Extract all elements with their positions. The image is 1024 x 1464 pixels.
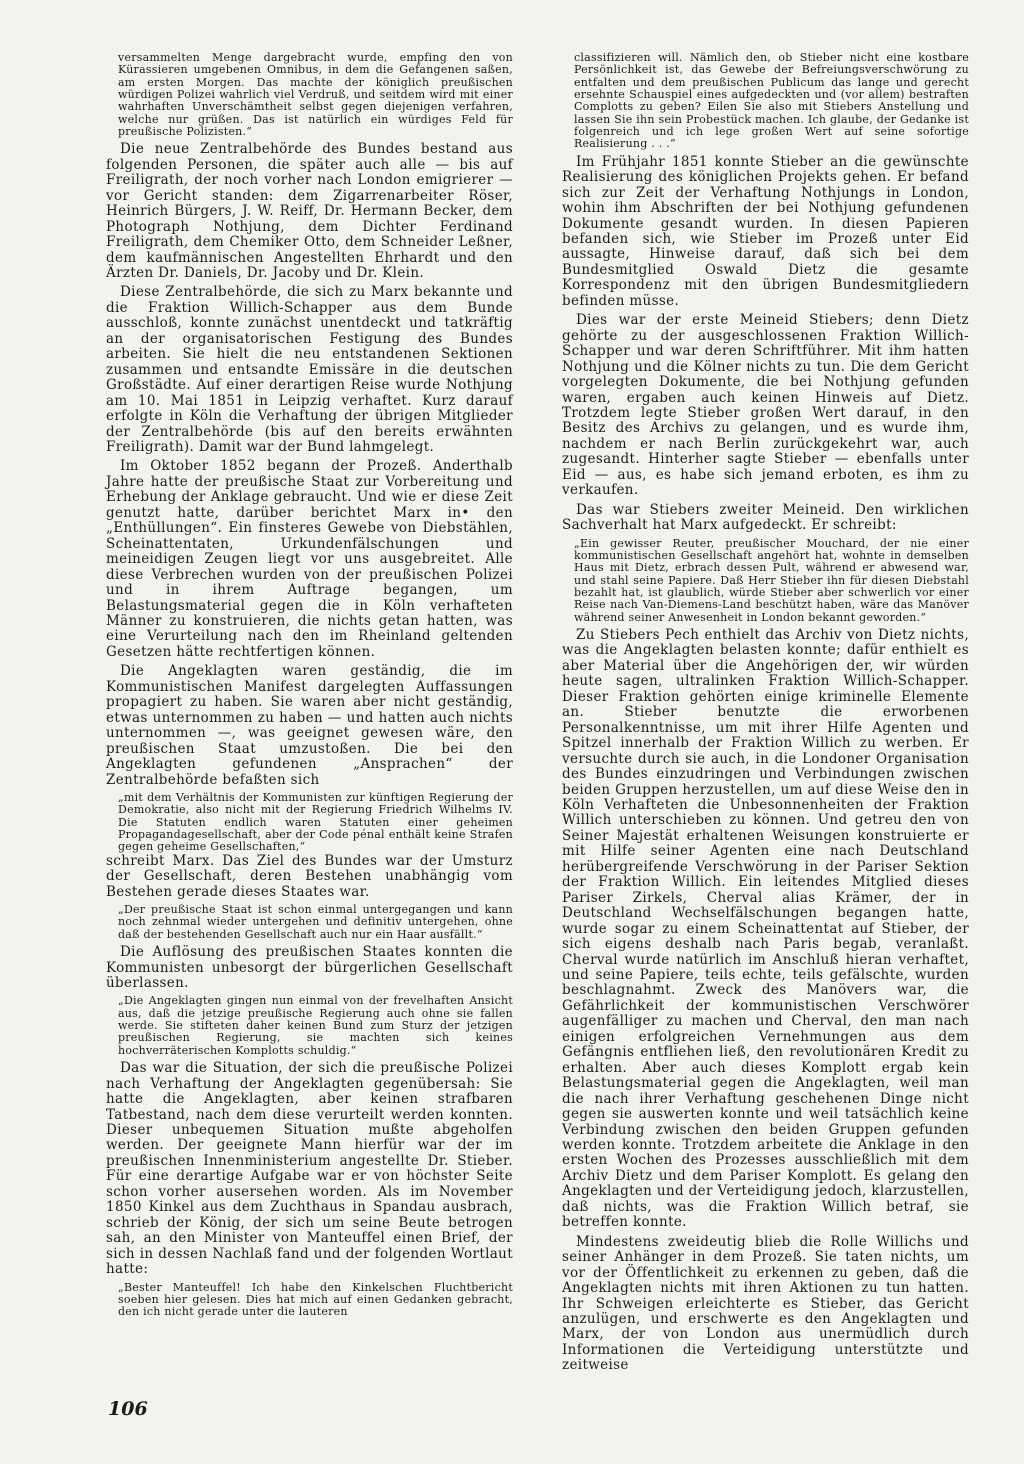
block-quote: classifizieren will. Nämlich den, ob Stieber nicht eine kostbare Persönlichkeit ist, das Gewebe der Befreiungsverschwörung zu entfalten und dem preußischen Publicum das lange und gerecht ersehnte Schauspiel eines aufgedeckten und (vor allem) bestraften Complotts zu geben? Eilen Sie also mit Stiebers Anstellung und lassen Sie ihn sein Probestück machen. Ich glaube, der Gedanke ist folgenreich und ich lege großen Wert auf seine sofortige Realisierung . . .“ [574,51,969,151]
block-quote: „Ein gewisser Reuter, preußischer Mouchard, der nie einer kommunistischen Gesellschaft angehört hat, wohnte in demselben Haus mit Dietz, erbrach dessen Pult, während er abwesend war, und stahl seine Papiere. Daß Herr Stieber ihn für diesen Diebstahl bezahlt hat, ist glaublich, würde Stieber aber schwerlich vor einer Reise nach Van-Diemens-Land beschützt haben, wäre das Manöver während seiner Anwesenheit in London bekannt geworden.“ [574,536,969,624]
paragraph: Die Auflösung des preußischen Staates konnten die Kommunisten unbesorgt der bürgerlichen Gesellschaft überlassen. [106,944,513,991]
block-quote: „mit dem Verhältnis der Kommunisten zur künftigen Regierung der Demokratie, also nicht mit der Regierung Friedrich Wilhelms IV. Die Statuten endlich waren Statuten einer geheimen Propagandagesellschaft, aber der Code pénal enthält keine Strafen gegen geheime Gesellschaften,“ [118,790,513,854]
paragraph: Diese Zentralbehörde, die sich zu Marx bekannte und die Fraktion Willich-Schapper aus dem Bunde ausschloß, konnte zunächst unentdeckt und tatkräftig an der organisatorischen Festigung des Bundes arbeiten. Sie hielt die neu entstandenen Sektionen zusammen und entsandte Emissäre in die deutschen Großstädte. Auf einer derartigen Reise wurde Nothjung am 10. Mai 1851 in Leipzig verhaftet. Kurz darauf erfolgte in Köln die Verhaftung der übrigen Mitglieder der Zentralbehörde (bis auf den bereits erwähnten Freiligrath). Damit war der Bund lahmgelegt. [106,284,513,456]
paragraph: Zu Stiebers Pech enthielt das Archiv von Dietz nichts, was die Angeklagten belasten konnte; dafür enthielt es aber Material über die Angehörigen der, wir würden heute sagen, ultralinken Fraktion Willich-Schapper. Dieser Fraktion gehörten einige kriminelle Elemente an. Stieber benutzte die erworbenen Personalkenntnisse, um mit ihrer Hilfe Agenten und Spitzel innerhalb der Fraktion Willich zu werben. Er versuchte durch sie auch, in die Londoner Organisation des Bundes einzudringen und Verbindungen zwischen beiden Gruppen herzustellen, um auf diese Weise den in Köln Verhafteten die Unbesonnenheiten der Fraktion Willich unterschieben zu können. Und getreu den von Seiner Majestät erhaltenen Weisungen konstruierte er mit Hilfe seiner Agenten eine nach Deutschland herübergreifende Verschwörung in der Pariser Sektion der Fraktion Willich. Ein leitendes Mitglied dieses Pariser Zirkels, Cherval alias Krämer, der in Deutschland Wechselfälschungen begangen hatte, wurde sogar zu einem Scheinattentat auf Stieber, der sich eigens deshalb nach Paris begab, veranlaßt. Cherval wurde natürlich im Anschluß hieran verhaftet, und seine Papiere, teils echte, teils gefälschte, wurden beschlagnahmt. Zweck des Manövers war, die Gefährlichkeit der kommunistischen Verschwörer augenfälliger zu machen und Cherval, den man nach einigen erfolgreichen Vernehmungen aus dem Gefängnis entfliehen ließ, den revolutionären Kredit zu erhalten. Aber auch dieses Komplott ergab kein Belastungsmaterial gegen die Angeklagten, weil man die nach ihrer Verhaftung geschehenen Dinge nicht gegen sie auswerten konnte und weil tatsächlich keine Verbindung zwischen den beiden Gruppen gefunden werden konnte. Trotzdem arbeitete die Anklage in den ersten Wochen des Prozesses ausschließlich mit dem Archiv Dietz und dem Pariser Komplott. Es gelang den Angeklagten und der Verteidigung jedoch, klarzustellen, daß nichts, was die Fraktion Willich betraf, sie betreffen konnte. [562,627,969,1231]
paragraph: schreibt Marx. Das Ziel des Bundes war der Umsturz der Gesellschaft, deren Bestehen unabhängig vom Bestehen gerade dieses Staates war. [106,852,513,900]
paragraph: Die neue Zentralbehörde des Bundes bestand aus folgenden Personen, die später auch alle — bis auf Freiligrath, der noch vorher nach London emigrierer — vor Gericht standen: dem Zigarrenarbeiter Röser, Heinrich Bürgers, J. W. Reiff, Dr. Hermann Becker, dem Photograph Nothjung, dem Dichter Ferdinand Freiligrath, dem Chemiker Otto, dem Schneider Leßner, dem kaufmännischen Angestellten Ehrhardt und den Ärzten Dr. Daniels, Dr. Jacoby und Dr. Klein. [106,141,513,282]
right-text-column [562,52,969,1374]
block-quote: versammelten Menge dargebracht wurde, empfing den von Kürassieren umgebenen Omnibus, in dem die Gefangenen saßen, am ersten Morgen. Das machte der königlich preußischen würdigen Polizei wahrlich viel Verdruß, und seitdem wird mit einer wahrhaften Unverschämtheit selbst gegen diejenigen verfahren, welche nur grüßen. Das ist natürlich ein würdiges Feld für preußische Polizisten.“ [118,51,513,139]
page-number: 106 [108,1398,148,1420]
paragraph: Die Angeklagten waren geständig, die im Kommunistischen Manifest dargelegten Auffassungen propagiert zu haben. Sie waren aber nicht geständig, etwas unternommen zu haben — und hatten auch nichts unternommen —, was geeignet gewesen wäre, den preußischen Staat umzustoßen. Die bei den Angeklagten gefundenen „Ansprachen“ der Zentralbehörde befaßten sich [106,663,513,788]
paragraph: Das war Stiebers zweiter Meineid. Den wirklichen Sachverhalt hat Marx aufgedeckt. Er schreibt: [562,501,969,534]
paragraph: Mindestens zweideutig blieb die Rolle Willichs und seiner Anhänger in dem Prozeß. Sie taten nichts, um vor der Öffentlichkeit zu erkennen zu geben, daß die Angeklagten nichts mit ihren Aktionen zu tun hatten. Ihr Schweigen erleichterte es Stieber, das Gericht anzulügen, und erschwerte es den Angeklagten und Marx, der von London aus unermüdlich durch Informationen die Verteidigung unterstützte und zeitweise [562,1233,969,1374]
paragraph: Im Oktober 1852 begann der Prozeß. Anderthalb Jahre hatte der preußische Staat zur Vorbereitung und Erhebung der Anklage gebraucht. Und wie er diese Zeit genutzt hatte, darüber berichtet Marx in• den „Enthüllungen“. Ein finsteres Gewebe von Diebstählen, Scheinattentaten, Urkundenfälschungen und meineidigen Zeugen liegt vor uns ausgebreitet. Alle diese Verbrechen wurden von der preußischen Polizei und in ihrem Auftrage begangen, um Belastungsmaterial gegen die in Köln verhafteten Männer zu konstruieren, die nichts getan hatten, was eine Verurteilung nach den im Rheinland geltenden Gesetzen hätte rechtfertigen können. [106,458,513,660]
paragraph: Im Frühjahr 1851 konnte Stieber an die gewünschte Realisierung des königlichen Projekts gehen. Er befand sich zur Zeit der Verhaftung Nothjungs in London, wohin ihm Abschriften der bei Nothjung gefundenen Dokumente gesandt wurden. In diesen Papieren befanden sich, wie Stieber im Prozeß unter Eid aussagte, Hinweise darauf, daß sich bei dem Bundesmitglied Oswald Dietz die gesamte Korrespondenz mit den übrigen Bundesmitgliedern befinden müsse. [562,153,969,309]
block-quote: „Die Angeklagten gingen nun einmal von der frevelhaften Ansicht aus, daß die jetzige preußische Regierung auch ohne sie fallen werde. Sie stifteten daher keinen Bund zum Sturz der jetzigen preußischen Regierung, sie machten sich keines hochverräterischen Komplotts schuldig.“ [118,994,513,1057]
paragraph: Das war die Situation, der sich die preußische Polizei nach Verhaftung der Angeklagten gegenübersah: Sie hatte die Angeklagten, aber keinen strafbaren Tatbestand, nach dem diese verurteilt werden konnten. Dieser unbequemen Situation mußte abgeholfen werden. Der geeignete Mann hierfür war der im preußischen Innenministerium angestellte Dr. Stieber. Für eine derartige Aufgabe war er von höchster Seite schon vorher ausersehen worden. Als im November 1850 Kinkel aus dem Zuchthaus in Spandau ausbrach, schrieb der König, der sich um seine Beute betrogen sah, an den Minister von Manteuffel einen Brief, der sich in dessen Nachlaß fand und der folgenden Wortlaut hatte: [106,1060,513,1278]
block-quote: „Bester Manteuffel! Ich habe den Kinkelschen Fluchtbericht soeben hier gelesen. Dies hat mich auf einen Gedanken gebracht, den ich nicht gerade unter die lauteren [118,1280,513,1319]
paragraph: Dies war der erste Meineid Stiebers; denn Dietz gehörte zu der ausgeschlossenen Fraktion Willich-Schapper und war deren Schriftführer. Mit ihm hatten Nothjung und die Kölner nichts zu tun. Die dem Gericht vorgelegten Dokumente, die bei Nothjung gefunden waren, ergaben auch keinen Hinweis auf Dietz. Trotzdem legte Stieber großen Wert darauf, in den Besitz des Archivs zu gelangen, und es wurde ihm, nachdem er nach Berlin zurückgekehrt war, auch zugesandt. Hinterher sagte Stieber — ebenfalls unter Eid — aus, es habe sich jemand erboten, es ihm zu verkaufen. [562,312,969,499]
block-quote: „Der preußische Staat ist schon einmal untergegangen und kann noch zehnmal wieder untergehen und definitiv untergehen, ohne daß der bestehenden Gesellschaft auch nur ein Haar ausfällt.“ [118,903,513,941]
left-text-column [106,52,513,1319]
